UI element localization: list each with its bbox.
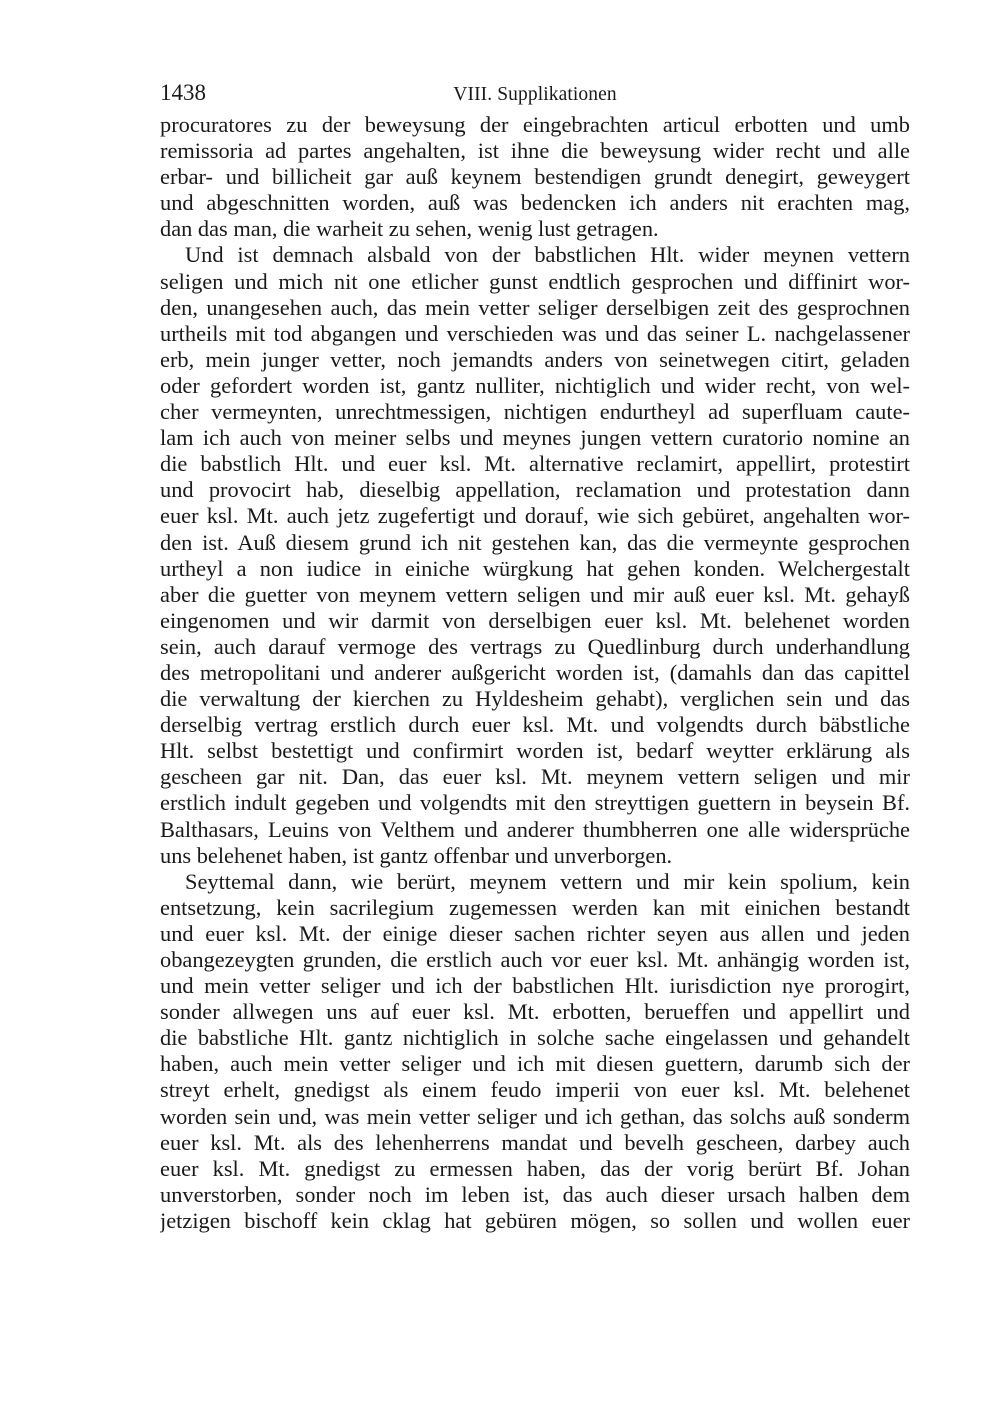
body-text	[160, 112, 910, 1234]
text-line: euer ksl. Mt. auch jetz zugefertigt und dorauf, wie sich gebüret, angehalten wor-	[160, 503, 910, 529]
text-line: und provocirt hab, dieselbig appellation, reclamation und protestation dann	[160, 477, 910, 503]
text-line: Und ist demnach alsbald von der babstlichen Hlt. wider meynen vettern	[185, 242, 910, 268]
page	[160, 78, 910, 1234]
text-line: dan das man, die warheit zu sehen, wenig lust getragen.	[160, 216, 659, 242]
text-line: entsetzung, kein sacrilegium zugemessen werden kan mit einichen bestandt	[160, 894, 910, 920]
paragraph	[160, 869, 910, 1234]
text-line: aber die guetter von meynem vettern seligen und mir auß euer ksl. Mt. gehayß	[160, 581, 910, 607]
text-line: procuratores zu der beweysung der eingebrachten articul erbotten und umb	[160, 112, 910, 137]
text-line: cher vermeynten, unrechtmessigen, nichtigen endurtheyl ad superfluam caute-	[160, 399, 910, 425]
text-line: haben, auch mein vetter seliger und ich mit diesen guettern, darumb sich der	[160, 1051, 910, 1077]
text-line: derselbig vertrag erstlich durch euer ksl. Mt. und volgendts durch bäbstliche	[160, 712, 910, 738]
text-line: die verwaltung der kierchen zu Hyldesheim gehabt), verglichen sein und das	[160, 686, 910, 712]
text-line: lam ich auch von meiner selbs und meynes jungen vettern curatorio nomine an	[160, 425, 910, 451]
text-line: uns belehenet haben, ist gantz offenbar und unverborgen.	[160, 842, 673, 868]
text-line: seligen und mich nit one etlicher gunst endtlich gesprochen und diffinirt wor-	[160, 268, 910, 294]
text-line: den, unangesehen auch, das mein vetter seliger derselbigen zeit des gesprochnen	[160, 294, 910, 320]
text-line: des metropolitani und anderer außgericht worden ist, (damahls dan das capittel	[160, 659, 910, 685]
text-line: urtheyl a non iudice in einiche würgkung hat gehen konden. Welchergestalt	[160, 555, 910, 581]
text-line: sonder allwegen uns auf euer ksl. Mt. erbotten, berueffen und appellirt und	[160, 999, 910, 1025]
text-line: eingenomen und wir darmit von derselbigen euer ksl. Mt. belehenet worden	[160, 607, 910, 633]
text-line: den ist. Auß diesem grund ich nit gestehen kan, das die vermeynte gesprochen	[160, 529, 910, 555]
text-line: obangezeygten grunden, die erstlich auch vor euer ksl. Mt. anhängig worden ist,	[160, 947, 910, 972]
text-line: unverstorben, sonder noch im leben ist, das auch dieser ursach halben dem	[160, 1181, 910, 1207]
text-line: urtheils mit tod abgangen und verschieden was und das seiner L. nachgelassener	[160, 320, 910, 346]
text-line: sein, auch darauf vermoge des vertrags zu Quedlinburg durch underhandlung	[160, 633, 910, 659]
text-line: die babstliche Hlt. gantz nichtiglich in solche sache eingelassen und gehandelt	[160, 1025, 910, 1051]
text-line: oder gefordert worden ist, gantz nulliter, nichtiglich und wider recht, von wel-	[160, 372, 910, 398]
text-line: gescheen gar nit. Dan, das euer ksl. Mt. meynem vettern seligen und mir	[160, 764, 910, 790]
page-number: 1438	[160, 80, 206, 105]
text-line: euer ksl. Mt. als des lehenherrens mandat und bevelh gescheen, darbey auch	[160, 1129, 910, 1155]
text-line: erstlich indult gegeben und volgendts mit den streyttigen guettern in beysein Bf.	[160, 790, 910, 816]
text-line: euer ksl. Mt. gnedigst zu ermessen haben, das der vorig berürt Bf. Johan	[160, 1155, 910, 1181]
text-line: Hlt. selbst bestettigt und confirmirt worden ist, bedarf weytter erklärung als	[160, 738, 910, 764]
text-line: und euer ksl. Mt. der einige dieser sachen richter seyen aus allen und jeden	[160, 920, 910, 946]
text-line: erbar- und billicheit gar auß keynem bestendigen grundt denegirt, geweygert	[160, 164, 910, 190]
text-line: Seyttemal dann, wie berürt, meynem vettern und mir kein spolium, kein	[185, 868, 910, 894]
paragraph	[160, 242, 910, 868]
text-line: und abgeschnitten worden, auß was bedencken ich anders nit erachten mag,	[160, 190, 910, 216]
running-title: VIII. Supplikationen	[453, 84, 617, 105]
text-line: remissoria ad partes angehalten, ist ihne die beweysung wider recht und alle	[160, 138, 910, 164]
running-head	[160, 78, 910, 112]
text-line: streyt erhelt, gnedigst als einem feudo imperii von euer ksl. Mt. belehenet	[160, 1077, 910, 1103]
text-line: erb, mein junger vetter, noch jemandts anders von seinetwegen citirt, geladen	[160, 346, 910, 372]
text-line: und mein vetter seliger und ich der babstlichen Hlt. iurisdiction nye prorogirt,	[160, 973, 910, 999]
text-line: jetzigen bischoff kein cklag hat gebüren mögen, so sollen und wollen euer	[160, 1207, 910, 1233]
text-line: Balthasars, Leuins von Velthem und anderer thumbherren one alle widersprüche	[160, 816, 910, 842]
text-line: die babstlich Hlt. und euer ksl. Mt. alternative reclamirt, appellirt, protestirt	[160, 451, 910, 477]
paragraph	[160, 112, 910, 242]
text-line: worden sein und, was mein vetter seliger und ich gethan, das solchs auß sonderm	[160, 1103, 910, 1129]
